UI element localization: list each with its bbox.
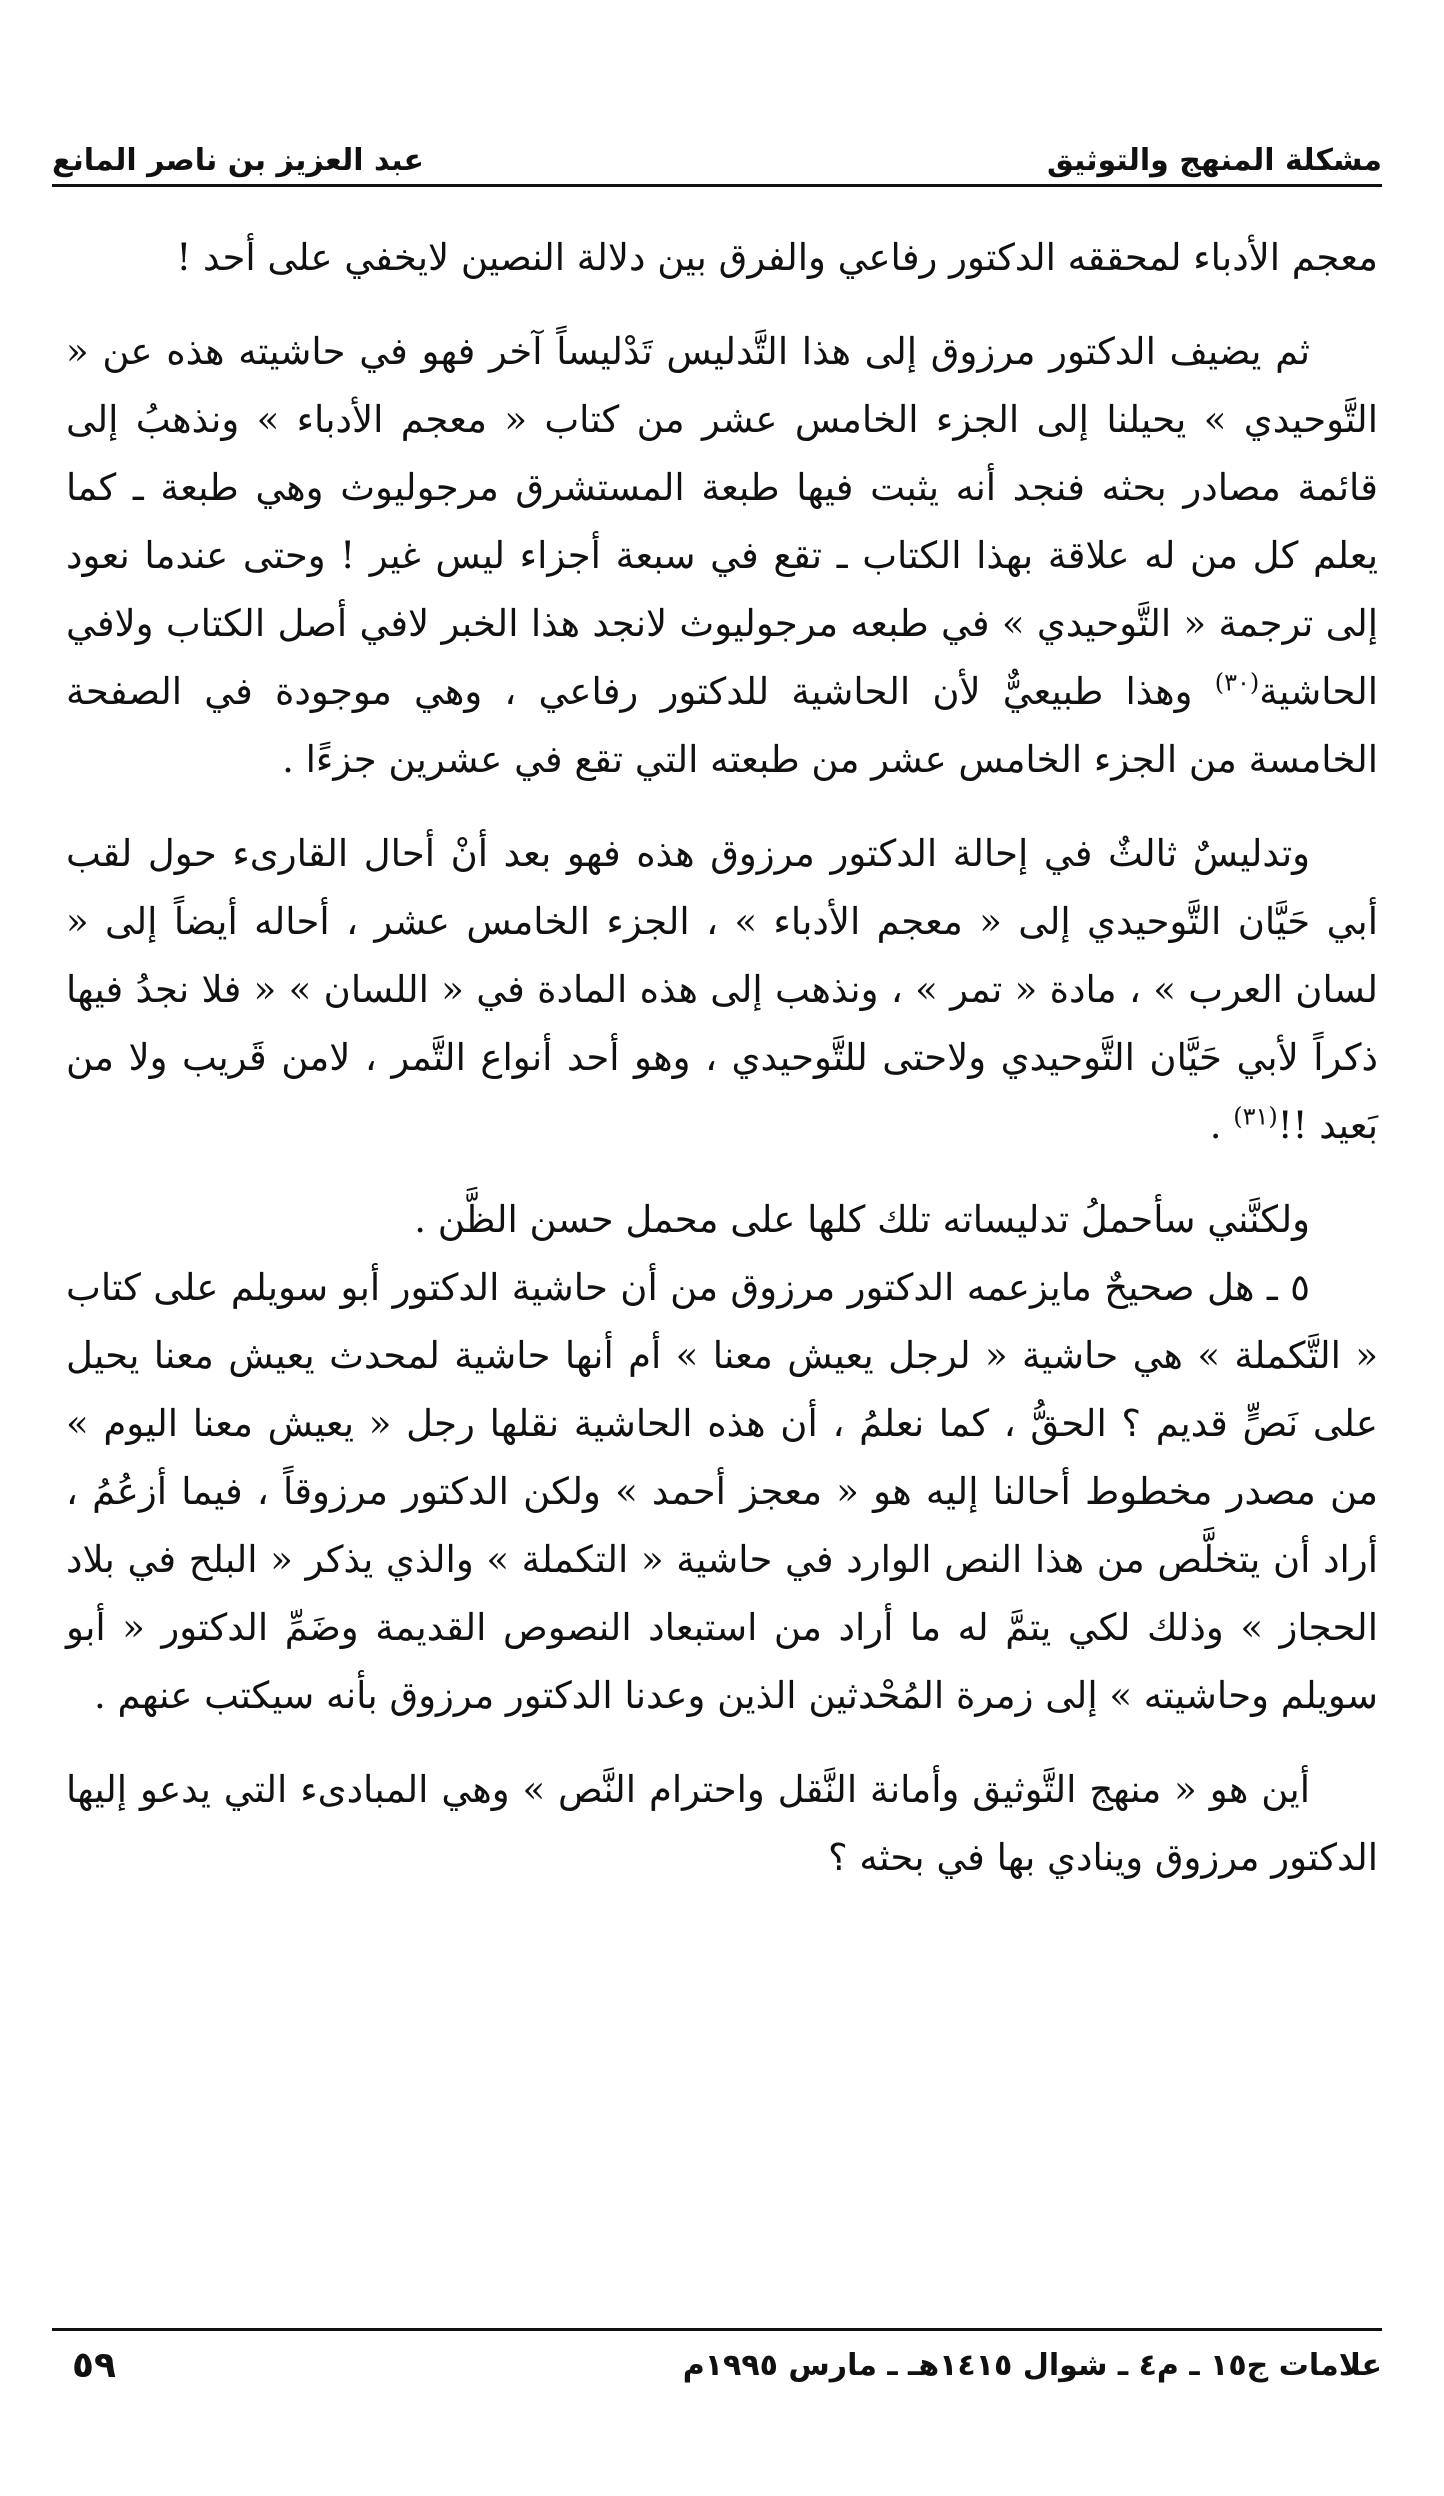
running-footer: [52, 2340, 1382, 2390]
footnote-marker-30[interactable]: (٣٠): [1214, 668, 1260, 697]
footer-divider: [52, 2328, 1382, 2331]
paragraph-2: [66, 318, 1378, 794]
paragraph-3-text-a: وتدليسٌ ثالثٌ في إحالة الدكتور مرزوق هذه فهو بعد أنْ أحال القارىء حول لقب أبي حَيَّان التَّوحيدي إلى « معجم الأدباء » ، الجزء الخامس عشر ، أحاله أيضاً إلى « لسان العرب » ، مادة « تمر » ، ونذهب إلى هذه المادة في « اللسان » « فلا نجدُ فيها ذكراً لأبي حَيَّان التَّوحيدي ولاحتى للتَّوحيدي ، وهو أحد أنواع التَّمر ، لامن قَريب ولا من بَعيد !!: [66, 832, 1378, 1147]
paragraph-2-text-a: ثم يضيف الدكتور مرزوق إلى هذا التَّدليس تَدْليساً آخر فهو في حاشيته هذه عن « التَّوحيدي » يحيلنا إلى الجزء الخامس عشر من كتاب « معجم الأدباء » ونذهبُ إلى قائمة مصادر بحثه فنجد أنه يثبت فيها طبعة المستشرق مرجوليوث وهي طبعة ـ كما يعلم كل من له علاقة بهذا الكتاب ـ تقع في سبعة أجزاء ليس غير ! وحتى عندما نعود إلى ترجمة « التَّوحيدي » في طبعه مرجوليوث لانجد هذا الخبر لافي أصل الكتاب ولافي الحاشية: [66, 330, 1378, 713]
footnote-marker-31[interactable]: (٣١): [1233, 1102, 1278, 1131]
paragraph-4: ولكنَّني سأحملُ تدليساته تلك كلها على محمل حسن الظَّن .: [414, 1198, 1310, 1241]
running-header: [52, 118, 1382, 178]
paragraph-3: [66, 820, 1378, 1160]
paragraph-1: معجم الأدباء لمحققه الدكتور رفاعي والفرق بين دلالة النصين لايخفي على أحد !: [176, 236, 1378, 279]
paragraph-6: أين هو « منهج التَّوثيق وأمانة النَّقل واحترام النَّص » وهي المبادىء التي يدعو إليها الدكتور مرزوق وينادي بها في بحثه ؟: [66, 1768, 1378, 1879]
paragraph-5: ٥ ـ هل صحيحٌ مايزعمه الدكتور مرزوق من أن حاشية الدكتور أبو سويلم على كتاب « التَّكملة » هي حاشية « لرجل يعيش معنا » أم أنها حاشية لمحدث يعيش معنا يحيل على نَصٍّ قديم ؟ الحقُّ ، كما نعلمُ ، أن هذه الحاشية نقلها رجل « يعيش معنا اليوم » من مصدر مخطوط أحالنا إليه هو « معجز أحمد » ولكن الدكتور مرزوقاً ، فيما أزعُمُ ، أراد أن يتخلَّص من هذا النص الوارد في حاشية « التكملة » والذي يذكر « البلح في بلاد الحجاز » وذلك لكي يتمَّ له ما أراد من استبعاد النصوص القديمة وضَمِّ الدكتور « أبو سويلم وحاشيته » إلى زمرة المُحْدثين الذين وعدنا الدكتور مرزوق بأنه سيكتب عنهم .: [66, 1266, 1378, 1717]
header-author: عبد العزيز بن ناصر المانع: [52, 143, 425, 178]
footer-journal-info: علامات ج١٥ ـ م٤ ـ شوال ١٤١٥هـ ـ مارس ١٩٩٥م: [682, 2347, 1382, 2383]
header-divider: [52, 184, 1382, 187]
page-number: ٥٩: [72, 2344, 116, 2386]
article-body: [66, 224, 1378, 1892]
header-title: مشكلة المنهج والتوثيق: [1046, 143, 1382, 178]
paragraph-2-text-b: وهذا طبيعيٌّ لأن الحاشية للدكتور رفاعي ، وهي موجودة في الصفحة الخامسة من الجزء الخامس عشر من طبعته التي تقع في عشرين جزءًا .: [66, 670, 1378, 781]
paragraph-3-text-b: .: [1209, 1104, 1234, 1147]
